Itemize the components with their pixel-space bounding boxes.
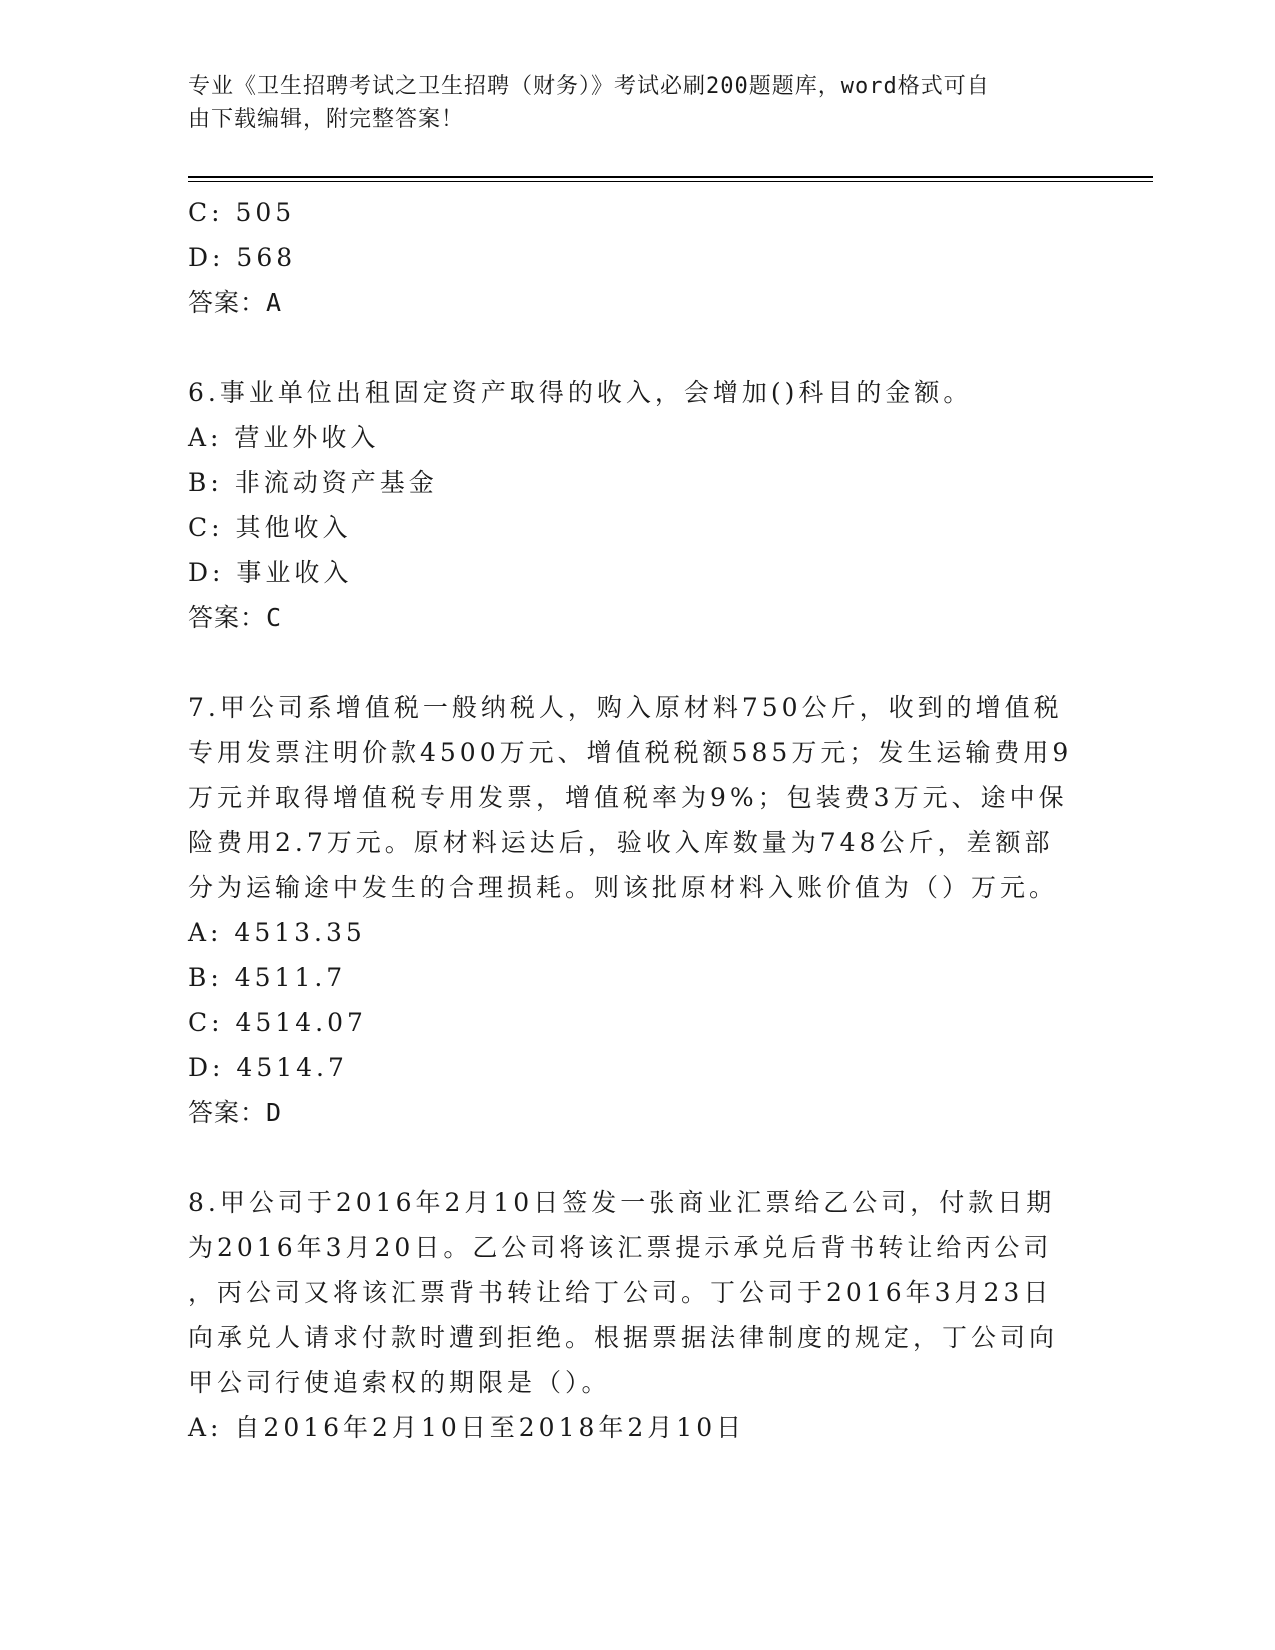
spacer — [188, 1135, 1068, 1180]
question-stem-line: 万元并取得增值税专用发票，增值税率为9%；包装费3万元、途中保 — [188, 783, 1068, 812]
header-divider — [188, 176, 1153, 178]
option-c: C: 505 — [188, 198, 296, 227]
question-stem-line: 8.甲公司于2016年2月10日签发一张商业汇票给乙公司，付款日期 — [188, 1188, 1056, 1217]
question-prev — [188, 190, 1068, 325]
question-stem-line: 险费用2.7万元。原材料运达后，验收入库数量为748公斤，差额部 — [188, 828, 1054, 857]
answer-line: 答案：C — [188, 603, 283, 632]
question-8 — [188, 1180, 1068, 1450]
option-d: D: 事业收入 — [188, 558, 353, 587]
question-stem-line: 6.事业单位出租固定资产取得的收入，会增加()科目的金额。 — [188, 378, 973, 407]
option-d: D: 4514.7 — [188, 1053, 348, 1082]
question-stem-line: 向承兑人请求付款时遭到拒绝。根据票据法律制度的规定，丁公司向 — [188, 1323, 1059, 1352]
spacer — [188, 640, 1068, 685]
answer-line: 答案：D — [188, 1098, 283, 1127]
option-a: A: 4513.35 — [188, 918, 366, 947]
spacer — [188, 325, 1068, 370]
question-stem-line: 为2016年3月20日。乙公司将该汇票提示承兑后背书转让给丙公司 — [188, 1233, 1053, 1262]
option-a: A: 自2016年2月10日至2018年2月10日 — [188, 1413, 746, 1442]
option-c: C: 4514.07 — [188, 1008, 367, 1037]
option-c: C: 其他收入 — [188, 513, 352, 542]
page-header — [188, 70, 1048, 136]
option-a: A: 营业外收入 — [188, 423, 380, 452]
answer-line: 答案：A — [188, 288, 283, 317]
question-stem-line: ，丙公司又将该汇票背书转让给丁公司。丁公司于2016年3月23日 — [188, 1278, 1053, 1307]
option-d: D: 568 — [188, 243, 297, 272]
option-b: B: 4511.7 — [188, 963, 347, 992]
question-stem-line: 分为运输途中发生的合理损耗。则该批原材料入账价值为（）万元。 — [188, 873, 1059, 902]
header-divider-thin — [188, 181, 1153, 182]
question-7 — [188, 685, 1073, 1135]
header-line-1: 专业《卫生招聘考试之卫生招聘（财务）》考试必刷200题题库，word格式可自 — [188, 74, 990, 99]
question-stem-line: 专用发票注明价款4500万元、增值税税额585万元；发生运输费用9 — [188, 738, 1073, 767]
option-b: B: 非流动资产基金 — [188, 468, 438, 497]
question-6 — [188, 370, 1068, 640]
question-stem-line: 甲公司行使追索权的期限是（）。 — [188, 1368, 611, 1397]
question-stem-line: 7.甲公司系增值税一般纳税人，购入原材料750公斤，收到的增值税 — [188, 693, 1063, 722]
header-line-2: 由下载编辑，附完整答案！ — [188, 107, 465, 132]
document-body — [188, 190, 1073, 1450]
